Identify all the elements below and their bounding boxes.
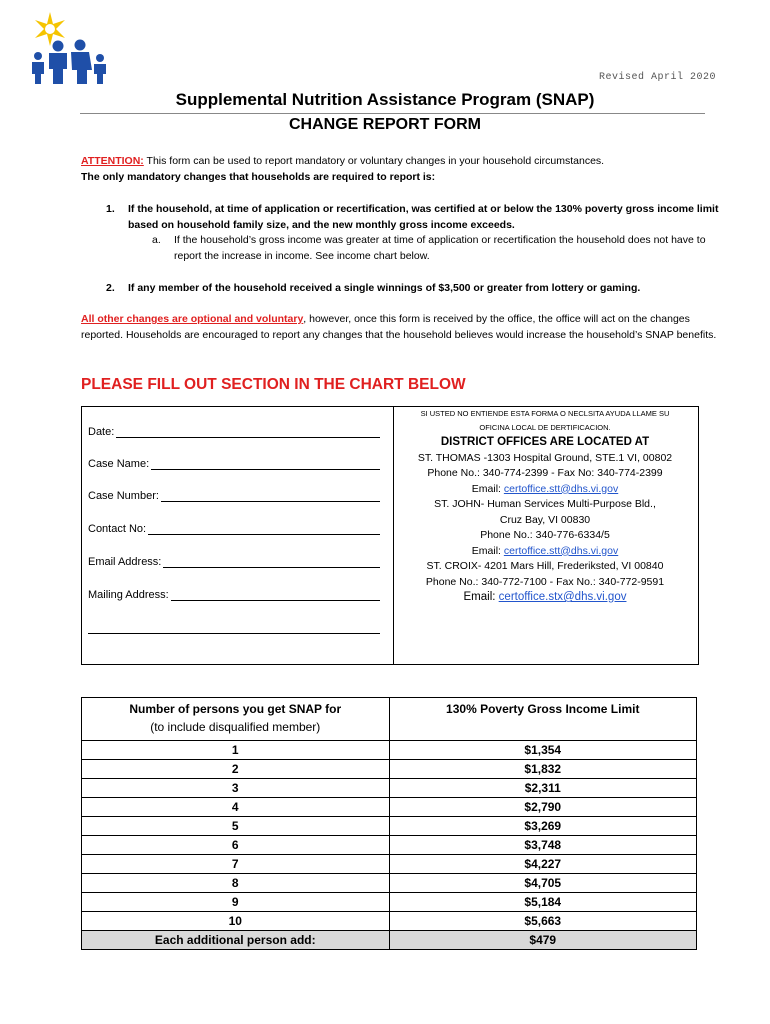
persons-cell: 7 (82, 855, 390, 874)
mailing-address-extra-line[interactable] (88, 633, 380, 634)
stx-email-label: Email: (463, 591, 499, 603)
income-limit-table (81, 697, 697, 950)
table-row (82, 779, 697, 798)
attention-label: ATTENTION: (81, 155, 144, 167)
additional-person-value: $479 (389, 931, 697, 950)
persons-cell: 8 (82, 874, 390, 893)
email-field[interactable] (88, 556, 380, 568)
table-row (82, 817, 697, 836)
mailing-address-line[interactable] (171, 590, 380, 601)
date-field[interactable] (88, 426, 380, 438)
limit-cell: $1,354 (389, 741, 697, 760)
table-row (82, 760, 697, 779)
table-row (82, 874, 697, 893)
spanish-note (394, 407, 696, 435)
list-item-1a (152, 232, 732, 264)
contact-no-line[interactable] (148, 524, 380, 535)
district-offices (394, 435, 696, 606)
additional-person-row (82, 931, 697, 950)
limit-cell: $5,663 (389, 912, 697, 931)
case-number-field[interactable] (88, 490, 380, 502)
mailing-address-label: Mailing Address: (88, 589, 169, 601)
col-persons-title: Number of persons you get SNAP for (129, 702, 342, 716)
additional-person-label: Each additional person add: (82, 931, 390, 950)
stx-email-link[interactable]: certoffice.stx@dhs.vi.gov (498, 591, 627, 603)
section-heading: PLEASE FILL OUT SECTION IN THE CHART BELOW (81, 376, 466, 393)
limit-cell: $3,748 (389, 836, 697, 855)
email-line[interactable] (163, 557, 380, 568)
title-rule (80, 113, 705, 114)
table-row (82, 855, 697, 874)
list-item-1a-text: If the household’s gross income was greater at time of application or recertification the household does not have to report the increase in income. See income chart below. (174, 234, 706, 262)
limit-cell: $1,832 (389, 760, 697, 779)
stx-address: ST. CROIX- 4201 Mars Hill, Frederiksted, VI 00840 (426, 560, 664, 572)
limit-cell: $4,705 (389, 874, 697, 893)
table-row (82, 836, 697, 855)
revision-date: Revised April 2020 (598, 72, 716, 83)
limit-cell: $2,790 (389, 798, 697, 817)
limit-cell: $5,184 (389, 893, 697, 912)
stj-email-link[interactable]: certoffice.stt@dhs.vi.gov (503, 544, 619, 557)
case-number-label: Case Number: (88, 490, 159, 502)
col-limit-header: 130% Poverty Gross Income Limit (389, 698, 697, 741)
contact-no-field[interactable] (88, 523, 380, 535)
spanish-note-line-2: OFICINA LOCAL DE DERTIFICACION. (479, 423, 611, 432)
table-row (82, 741, 697, 760)
list-item-1-number: 1. (106, 203, 115, 215)
persons-cell: 1 (82, 741, 390, 760)
email-label: Email Address: (88, 556, 162, 568)
form-title: CHANGE REPORT FORM (289, 116, 481, 133)
table-row (82, 798, 697, 817)
stj-email-label: Email: (471, 544, 504, 557)
table-row (82, 893, 697, 912)
persons-cell: 3 (82, 779, 390, 798)
stt-email-label: Email: (471, 482, 504, 495)
persons-cell: 6 (82, 836, 390, 855)
persons-cell: 4 (82, 798, 390, 817)
stt-email-link[interactable]: certoffice.stt@dhs.vi.gov (503, 482, 619, 495)
case-name-label: Case Name: (88, 458, 150, 470)
page-title: Supplemental Nutrition Assistance Program (SNAP) (175, 90, 595, 109)
attention-text: This form can be used to report mandatory or voluntary changes in your household circumstances. (143, 155, 605, 167)
stj-city: Cruz Bay, VI 00830 (499, 513, 591, 526)
persons-cell: 5 (82, 817, 390, 836)
table-header-row (82, 698, 697, 741)
limit-cell: $4,227 (389, 855, 697, 874)
list-item-1a-number: a. (152, 234, 161, 246)
limit-cell: $2,311 (389, 779, 697, 798)
stt-phone: Phone No.: 340-774-2399 - Fax No: 340-774-2399 (427, 467, 663, 479)
optional-text: , however, once this form is received by the office, the office will act on the changes reported. Households are encouraged to report any changes that the household believes would increase the household’s SNAP benefits. (81, 313, 717, 341)
list-item-2-number: 2. (106, 282, 115, 294)
contact-no-label: Contact No: (88, 523, 147, 535)
case-number-line[interactable] (161, 491, 380, 502)
stt-address: ST. THOMAS -1303 Hospital Ground, STE.1 VI, 00802 (417, 451, 673, 464)
stx-email-row (394, 590, 696, 606)
date-label: Date: (88, 426, 115, 438)
persons-cell: 10 (82, 912, 390, 931)
family-sun-logo-icon (28, 12, 112, 88)
col-persons-subtitle: (to include disqualified member) (150, 720, 321, 734)
case-name-line[interactable] (151, 459, 380, 470)
stj-address: ST. JOHN- Human Services Multi-Purpose Bld., (434, 498, 656, 510)
list-item-2 (106, 280, 732, 296)
list-item-1 (106, 201, 732, 233)
col-persons-header (82, 698, 390, 741)
mailing-address-field[interactable] (88, 589, 380, 601)
date-line[interactable] (116, 427, 380, 438)
table-row (82, 912, 697, 931)
list-item-1-text: If the household, at time of application or recertification, was certified at or below the 130% poverty gross income limit based on household family size, and the new monthly gross income exceeds. (128, 203, 719, 231)
persons-cell: 2 (82, 760, 390, 779)
optional-paragraph (81, 311, 731, 343)
offices-heading: DISTRICT OFFICES ARE LOCATED AT (440, 436, 650, 448)
mandatory-line: The only mandatory changes that households are required to report is: (81, 171, 436, 183)
optional-label: All other changes are optional and voluntary (81, 313, 304, 325)
limit-cell: $3,269 (389, 817, 697, 836)
stj-phone: Phone No.: 340-776-6334/5 (480, 529, 610, 541)
attention-paragraph (81, 153, 731, 185)
stx-phone: Phone No.: 340-772-7100 - Fax No.: 340-772-9591 (425, 575, 665, 588)
stt-email-row (394, 482, 696, 498)
stj-email-row (394, 544, 696, 560)
case-name-field[interactable] (88, 458, 380, 470)
list-item-2-text: If any member of the household received a single winnings of $3,500 or greater from lottery or gaming. (128, 282, 641, 294)
spanish-note-line-1: SI USTED NO ENTIENDE ESTA FORMA O NECLSITA AYUDA LLAME SU (420, 409, 670, 418)
persons-cell: 9 (82, 893, 390, 912)
